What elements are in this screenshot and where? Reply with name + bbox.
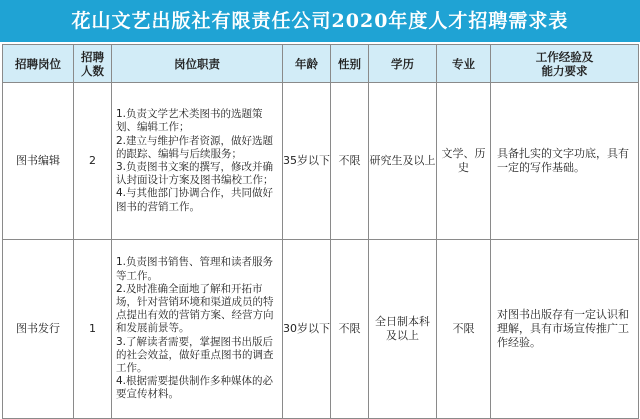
duty-item: 4.与其他部门协调合作，共同做好图书的营销工作。 — [116, 187, 274, 213]
cell-major: 不限 — [437, 240, 491, 419]
duty-item: 3.负责图书文案的撰写，修改并确认封面设计方案及图书编校工作； — [116, 161, 274, 187]
duty-item: 3.了解读者需要，掌握图书出版后的社会效益，做好重点图书的调查工作。 — [116, 335, 274, 374]
cell-position: 图书编辑 — [3, 83, 74, 240]
header-age: 年龄 — [283, 45, 331, 83]
cell-experience: 对图书出版存有一定认识和理解，具有市场宣传推广工作经验。 — [491, 240, 639, 419]
recruitment-table — [2, 44, 639, 419]
cell-duties — [112, 240, 283, 419]
header-count: 招聘 人数 — [74, 45, 112, 83]
cell-gender: 不限 — [331, 83, 369, 240]
header-education: 学历 — [369, 45, 437, 83]
cell-education: 全日制本科 及以上 — [369, 240, 437, 419]
header-duties: 岗位职责 — [112, 45, 283, 83]
cell-major: 文学、历史 — [437, 83, 491, 240]
cell-age: 35岁以下 — [283, 83, 331, 240]
header-major: 专业 — [437, 45, 491, 83]
duty-item: 1.负责文学艺术类图书的选题策划、编辑工作； — [116, 108, 263, 134]
header-gender: 性别 — [331, 45, 369, 83]
cell-experience: 具备扎实的文字功底，具有一定的写作基础。 — [491, 83, 639, 240]
cell-count: 1 — [74, 240, 112, 419]
cell-education: 研究生及以上 — [369, 83, 437, 240]
table-row — [3, 240, 639, 419]
header-experience: 工作经验及 能力要求 — [491, 45, 639, 83]
table-row — [3, 83, 639, 240]
duty-item: 2.建立与维护作者资源，做好选题的跟踪、编辑与后续服务； — [116, 134, 274, 160]
page-title: 花山文艺出版社有限责任公司2020年度人才招聘需求表 — [0, 0, 640, 42]
cell-duties — [112, 83, 283, 240]
header-row — [3, 45, 639, 83]
header-position: 招聘岗位 — [3, 45, 74, 83]
cell-age: 30岁以下 — [283, 240, 331, 419]
cell-count: 2 — [74, 83, 112, 240]
cell-gender: 不限 — [331, 240, 369, 419]
duty-item: 1.负责图书销售、管理和读者服务等工作。 — [116, 256, 274, 282]
cell-position: 图书发行 — [3, 240, 74, 419]
duty-item: 2.及时准确全面地了解和开拓市场，针对营销环境和渠道成员的特点提出有效的营销方案、经营方向和发展前景等。 — [116, 282, 274, 335]
duty-item: 4.根据需要提供制作多种媒体的必要宣传材料。 — [116, 375, 274, 401]
